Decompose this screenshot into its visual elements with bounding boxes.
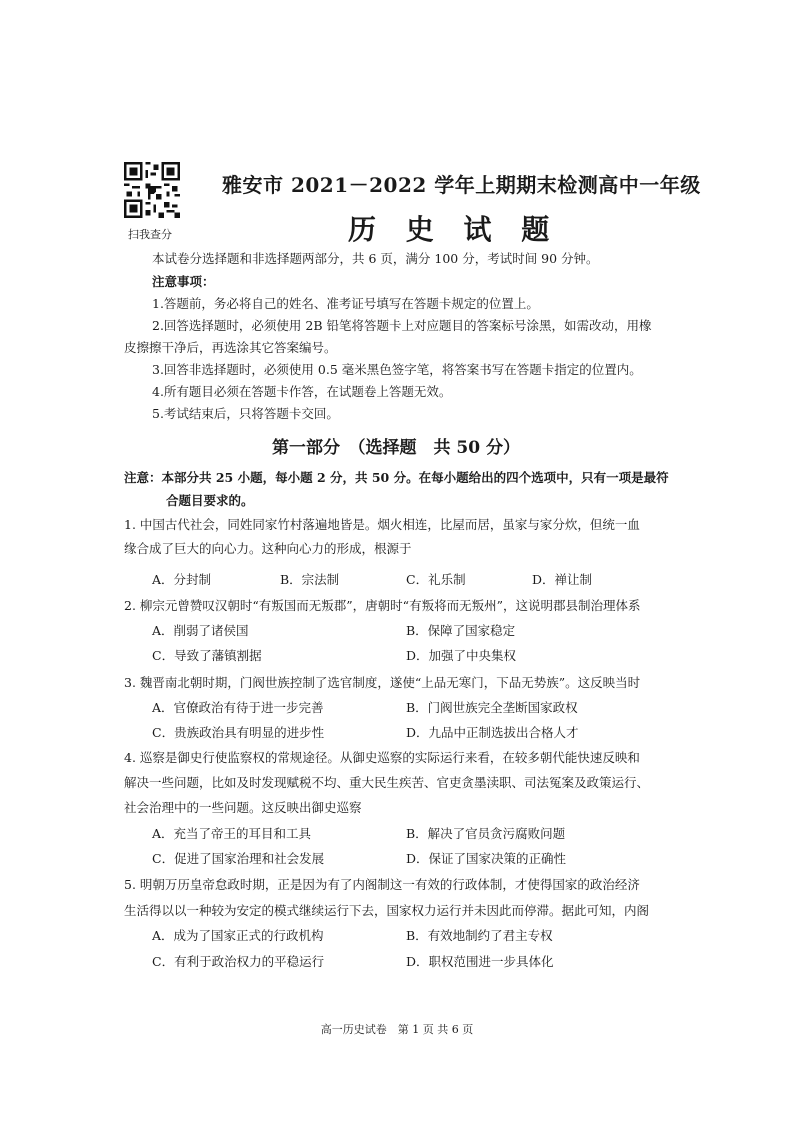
qr-caption: 扫我查分: [128, 228, 172, 241]
notice-line: 3.回答非选择题时，必须使用 0.5 毫米黑色签字笔，将答案书写在答题卡指定的位置内。: [152, 362, 642, 377]
question-4-option-b[interactable]: B．解决了官员贪污腐败问题: [406, 826, 566, 841]
section-title: 第一部分 （选择题 共 50 分）: [272, 438, 520, 458]
intro-text: 本试卷分选择题和非选择题两部分，共 6 页，满分 100 分，考试时间 90 分钟。: [152, 251, 599, 266]
question-3-option-a[interactable]: A．官僚政治有待于进一步完善: [152, 700, 324, 715]
section-note: 合题目要求的。: [166, 493, 254, 508]
question-4-option-d[interactable]: D．保证了国家决策的正确性: [406, 851, 567, 866]
question-2-option-b[interactable]: B．保障了国家稳定: [406, 623, 516, 638]
question-3-option-b[interactable]: B．门阀世族完全垄断国家政权: [406, 700, 578, 715]
question-4-option-c[interactable]: C．促进了国家治理和社会发展: [152, 851, 325, 866]
question-5-option-c[interactable]: C．有利于政治权力的平稳运行: [152, 954, 325, 969]
question-2-option-a[interactable]: A．削弱了诸侯国: [152, 623, 249, 638]
question-1-stem: 1. 中国古代社会，同姓同家竹村落遍地皆是。烟火相连，比屋而居，虽家与家分炊，但统一血: [124, 517, 640, 532]
question-4-stem: 解决一些问题，比如及时发现赋税不均、重大民生疾苦、官吏贪墨渎职、司法冤案及政策运行、: [124, 775, 650, 790]
question-2-option-d[interactable]: D．加强了中央集权: [406, 648, 517, 663]
question-4-stem: 社会治理中的一些问题。这反映出御史巡察: [124, 800, 362, 815]
qr-code-icon: [124, 162, 180, 218]
question-3-stem: 3. 魏晋南北朝时期，门阀世族控制了选官制度，遂使“上品无寒门，下品无势族”。这反映当时: [124, 675, 641, 690]
question-2-stem: 2. 柳宗元曾赞叹汉朝时“有叛国而无叛郡”，唐朝时“有叛将而无叛州”，这说明郡县制治理体系: [124, 598, 641, 613]
question-1-option-c[interactable]: C．礼乐制: [406, 572, 466, 587]
exam-title: 雅安市 2021－2022 学年上期期末检测高中一年级: [222, 173, 701, 197]
exam-subtitle: 历 史 试 题: [348, 213, 560, 246]
question-4-stem: 4. 巡察是御史行使监察权的常规途径。从御史巡察的实际运行来看，在较多朝代能快速反映和: [124, 750, 640, 765]
question-5-stem: 5. 明朝万历皇帝怠政时期，正是因为有了内阁制这一有效的行政体制，才使得国家的政治经济: [124, 877, 640, 892]
question-5-option-b[interactable]: B．有效地制约了君主专权: [406, 928, 553, 943]
question-1-option-b[interactable]: B．宗法制: [280, 572, 340, 587]
page-footer: 高一历史试卷 第 1 页 共 6 页: [320, 1023, 474, 1036]
notice-line: 1.答题前，务必将自己的姓名、准考证号填写在答题卡规定的位置上。: [152, 296, 539, 311]
question-1-option-d[interactable]: D．禅让制: [532, 572, 593, 587]
notice-line: 5.考试结束后，只将答题卡交回。: [152, 406, 339, 421]
notice-line: 皮擦擦干净后，再选涂其它答案编号。: [124, 340, 337, 355]
question-1-option-a[interactable]: A．分封制: [152, 572, 212, 587]
question-5-stem: 生活得以以一种较为安定的模式继续运行下去，国家权力运行并未因此而停滞。据此可知，内阁: [124, 903, 650, 918]
question-3-option-c[interactable]: C．贵族政治具有明显的进步性: [152, 725, 325, 740]
notice-line: 4.所有题目必须在答题卡作答，在试题卷上答题无效。: [152, 384, 452, 399]
question-3-option-d[interactable]: D．九品中正制选拔出合格人才: [406, 725, 579, 740]
notice-heading: 注意事项：: [152, 274, 215, 289]
question-2-option-c[interactable]: C．导致了藩镇割据: [152, 648, 262, 663]
notice-line: 2.回答选择题时，必须使用 2B 铅笔将答题卡上对应题目的答案标号涂黑，如需改动，用橡: [152, 318, 652, 333]
question-1-stem: 缘合成了巨大的向心力。这种向心力的形成，根源于: [124, 541, 412, 556]
question-5-option-a[interactable]: A．成为了国家正式的行政机构: [152, 928, 324, 943]
question-5-option-d[interactable]: D．职权范围进一步具体化: [406, 954, 554, 969]
question-4-option-a[interactable]: A．充当了帝王的耳目和工具: [152, 826, 312, 841]
section-note: 注意：本部分共 25 小题，每小题 2 分，共 50 分。在每小题给出的四个选项中，只有一项是最符: [124, 470, 669, 485]
